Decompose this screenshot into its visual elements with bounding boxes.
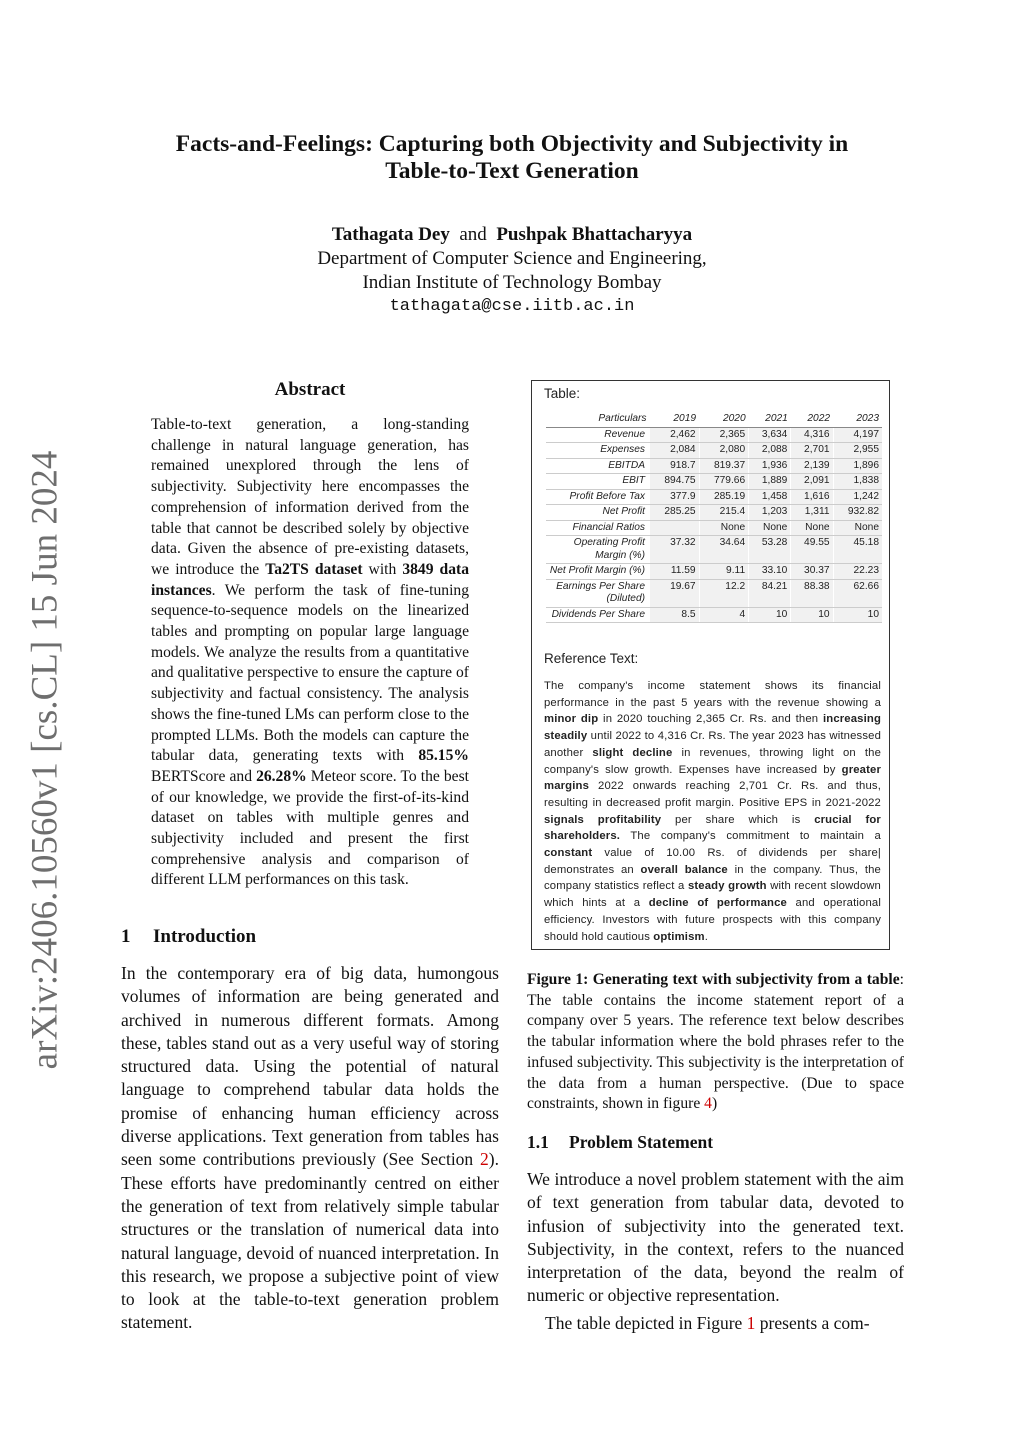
table-cell: 1,896 <box>833 458 882 474</box>
abstract-text: with <box>362 560 403 578</box>
abstract-text: BERTScore and <box>151 767 257 785</box>
abstract-bold-bertscore: 85.15% <box>418 747 469 765</box>
table-row <box>546 520 882 536</box>
author-2: Pushpak Bhattacharyya <box>496 224 693 245</box>
table-row <box>546 474 882 490</box>
table-cell: 1,458 <box>749 489 791 505</box>
table-cell: 2,088 <box>749 443 791 459</box>
table-header-year: 2022 <box>791 412 833 427</box>
problem-paragraph-1: We introduce a novel problem statement with the aim of text generation from tabular data, devoted to infusion of subjectivity into the generated text. Subjectivity, in the context, refers to the nuanced interpretation of the data, beyond the realm of numeric or objective representation. <box>527 1169 904 1306</box>
table-cell: 88.38 <box>791 579 833 607</box>
affiliation-line-1: Department of Computer Science and Engineering, <box>317 248 707 269</box>
table-cell: 37.32 <box>650 536 700 564</box>
table-cell: None <box>749 520 791 536</box>
table-header-row <box>546 412 882 427</box>
subjective-phrase: optimism <box>653 930 705 943</box>
table-cell: 53.28 <box>749 536 791 564</box>
table-cell: 1,889 <box>749 474 791 490</box>
introduction-body <box>121 962 499 1335</box>
table-cell: 1,616 <box>791 489 833 505</box>
table-header-particulars: Particulars <box>546 412 650 427</box>
reference-text-segment: per share which is <box>661 813 815 826</box>
table-row <box>546 564 882 580</box>
table-row-label: Earnings Per Share (Diluted) <box>546 579 650 607</box>
table-cell: 779.66 <box>699 474 749 490</box>
subjective-phrase: greater margins <box>544 763 881 793</box>
table-row <box>546 505 882 521</box>
table-header-year: 2019 <box>650 412 700 427</box>
income-statement-table <box>546 412 882 623</box>
reference-text-segment: value of 10.00 Rs. of dividends per share| demonstrates an <box>544 847 881 876</box>
table-cell: 3,634 <box>749 427 791 443</box>
table-cell: 285.25 <box>650 505 700 521</box>
table-cell: 1,936 <box>749 458 791 474</box>
table-cell: 22.23 <box>833 564 882 580</box>
intro-text: In the contemporary era of big data, humongous volumes of information are being generated and archived in numerous different formats. Among these, tables stand out as a very useful way of storing structured data. Using the potential of natural language to comprehend tabular data holds the promise of enhancing human efficiency across diverse applications. Text generation from tables has seen some contributions previously (See Section <box>121 963 499 1170</box>
section-heading-introduction <box>121 926 256 948</box>
reference-text-segment: in 2020 touching 2,365 Cr. Rs. and then <box>598 713 823 726</box>
subjective-phrase: signals profitability <box>544 813 662 826</box>
caption-label: Figure 1: Generating text with subjectivity from a table <box>527 971 900 988</box>
problem-paragraph-2 <box>527 1312 904 1335</box>
affiliation-line-2: Indian Institute of Technology Bombay <box>362 272 662 293</box>
reference-text-segment: with recent slowdown which hints at a <box>544 880 881 910</box>
subjective-phrase: minor dip <box>544 713 599 726</box>
reference-text-segment: The company's income statement shows its financial performance in the past 5 years with the revenue showing a <box>544 680 881 709</box>
table-cell: 819.37 <box>699 458 749 474</box>
table-cell: 2,955 <box>833 443 882 459</box>
table-cell: 49.55 <box>791 536 833 564</box>
arxiv-stamp <box>22 450 68 1070</box>
table-cell: None <box>833 520 882 536</box>
abstract-bold-dataset: Ta2TS dataset <box>265 560 363 578</box>
subjective-phrase: slight decline <box>592 746 673 759</box>
reference-text <box>544 678 881 945</box>
subjective-phrase: decline of performance <box>648 897 787 910</box>
abstract-text: Table-to-text generation, a long-standing challenge in natural language generation, has remained unexplored through the lens of subjectivity. Subjectivity here encompasses the comprehension of information derived from the table that cannot be described solely by objective data. Given the absence of pre-existing datasets, we introduce the <box>151 416 469 578</box>
problem-text: presents a com- <box>755 1312 870 1333</box>
table-cell: 19.67 <box>650 579 700 607</box>
subjective-phrase: constant <box>544 847 593 860</box>
table-row-label: EBIT <box>546 474 650 490</box>
reference-text-segment: and operational efficiency. Investors with future prospects with this company should hold cautious <box>544 897 881 943</box>
subjective-phrase: overall balance <box>640 863 728 876</box>
table-cell: 62.66 <box>833 579 882 607</box>
author-block <box>120 223 904 319</box>
paper-title <box>120 131 904 185</box>
table-cell: None <box>791 520 833 536</box>
author-1: Tathagata Dey <box>331 224 450 245</box>
table-cell: 2,365 <box>699 427 749 443</box>
table-cell: 34.64 <box>699 536 749 564</box>
author-email[interactable]: tathagata@cse.iitb.ac.in <box>389 297 635 316</box>
figure-ref-link[interactable]: 4 <box>704 1095 712 1113</box>
table-cell <box>650 520 700 536</box>
table-header-year: 2023 <box>833 412 882 427</box>
table-cell: 2,084 <box>650 443 700 459</box>
figure-caption <box>527 970 904 1115</box>
table-row <box>546 489 882 505</box>
table-cell: 2,462 <box>650 427 700 443</box>
table-row <box>546 607 882 623</box>
table-cell: 932.82 <box>833 505 882 521</box>
table-cell: 33.10 <box>749 564 791 580</box>
table-row-label: Profit Before Tax <box>546 489 650 505</box>
table-cell: 8.5 <box>650 607 700 623</box>
table-cell: 285.19 <box>699 489 749 505</box>
figure-reference-label: Reference Text: <box>544 651 639 666</box>
problem-text: The table depicted in Figure <box>545 1312 747 1333</box>
table-row <box>546 427 882 443</box>
abstract-text: Meteor score. To the best of our knowledge, we provide the first-of-its-kind dataset on tables with multiple genres and subjectivity included and present the first comprehensive analysis and comparison of different LLM performances on this task. <box>151 767 469 889</box>
reference-text-segment: The company's commitment to maintain a <box>620 830 881 843</box>
table-row <box>546 458 882 474</box>
table-row-label: EBITDA <box>546 458 650 474</box>
section-number: 1 <box>121 926 131 947</box>
subjective-phrase: crucial for shareholders. <box>544 813 881 843</box>
section-number: 1.1 <box>527 1132 549 1152</box>
table-cell: 12.2 <box>699 579 749 607</box>
table-cell: None <box>699 520 749 536</box>
abstract-bold-meteor: 26.28% <box>256 767 307 785</box>
table-cell: 1,311 <box>791 505 833 521</box>
figure-ref-link[interactable]: 1 <box>746 1312 756 1333</box>
table-body <box>546 427 882 623</box>
table-cell: 30.37 <box>791 564 833 580</box>
table-row-label: Financial Ratios <box>546 520 650 536</box>
table-cell: 10 <box>833 607 882 623</box>
table-cell: 4,197 <box>833 427 882 443</box>
table-cell: 10 <box>791 607 833 623</box>
section-title: Problem Statement <box>569 1132 714 1152</box>
table-cell: 918.7 <box>650 458 700 474</box>
section-title: Introduction <box>153 926 257 947</box>
title-line-2: Table-to-Text Generation <box>385 158 639 184</box>
reference-text-segment: . <box>704 930 709 943</box>
table-cell: 4,316 <box>791 427 833 443</box>
reference-text-segment: in the company. Thus, the company statistics reflect a <box>544 863 881 893</box>
reference-text-segment: in revenues, throwing light on the company's slow growth. Expenses have increased by <box>544 746 881 776</box>
reference-text-segment: until 2022 to 4,316 Cr. Rs. The year 2023 has witnessed another <box>544 730 881 759</box>
abstract-heading: Abstract <box>274 379 346 400</box>
table-cell: 2,701 <box>791 443 833 459</box>
table-cell: 2,091 <box>791 474 833 490</box>
intro-text: ). These efforts have predominantly centred on either the generation of text from relatively simple tabular structures or the translation of numerical data into natural language, devoid of nuanced interpretation. In this research, we propose a subjective point of view to look at the table-to-text generation problem statement. <box>121 1149 499 1333</box>
subjective-phrase: steady growth <box>687 880 767 893</box>
table-cell: 1,203 <box>749 505 791 521</box>
table-cell: 45.18 <box>833 536 882 564</box>
table-header-year: 2021 <box>749 412 791 427</box>
table-cell: 1,838 <box>833 474 882 490</box>
table-cell: 1,242 <box>833 489 882 505</box>
title-line-1: Facts-and-Feelings: Capturing both Objectivity and Subjectivity in <box>175 131 849 157</box>
arxiv-stamp-text: arXiv:2406.10560v1 [cs.CL] 15 Jun 2024 <box>24 450 66 1070</box>
abstract-bold-instances: 3849 data instances <box>151 560 469 599</box>
section-heading-problem-statement <box>527 1132 713 1153</box>
table-row-label: Revenue <box>546 427 650 443</box>
table-cell: 2,080 <box>699 443 749 459</box>
abstract-body <box>151 415 469 891</box>
table-cell: 10 <box>749 607 791 623</box>
table-row-label: Net Profit Margin (%) <box>546 564 650 580</box>
table-row-label: Net Profit <box>546 505 650 521</box>
table-row <box>546 443 882 459</box>
author-conjunction: and <box>459 224 487 245</box>
subjective-phrase: increasing steadily <box>544 713 881 743</box>
table-cell: 11.59 <box>650 564 700 580</box>
table-cell: 4 <box>699 607 749 623</box>
figure-table-label: Table: <box>544 386 581 401</box>
caption-text: ) <box>711 1095 718 1113</box>
table-row-label: Operating Profit Margin (%) <box>546 536 650 564</box>
table-cell: 2,139 <box>791 458 833 474</box>
table-row-label: Expenses <box>546 443 650 459</box>
problem-statement-body <box>527 1168 904 1335</box>
reference-text-segment: 2022 onwards reaching 2,701 Cr. Rs. and thus, resulting in decreased profit margin. Positive EPS in 2021-2022 <box>544 780 881 809</box>
figure-1 <box>531 380 890 950</box>
table-header-year: 2020 <box>699 412 749 427</box>
table-cell: 9.11 <box>699 564 749 580</box>
table-row-label: Dividends Per Share <box>546 607 650 623</box>
table-cell: 894.75 <box>650 474 700 490</box>
table-row <box>546 536 882 564</box>
section-ref-link[interactable]: 2 <box>480 1149 489 1170</box>
table-cell: 84.21 <box>749 579 791 607</box>
abstract-text: . We perform the task of fine-tuning sequence-to-sequence models on the linearized tables and prompting on popular large language models. We analyze the results from a quantitative and qualitative perspective to ensure the capture of subjectivity and factual consistency. The analysis shows the fine-tuned LMs can perform close to the prompted LLMs. Both the models can capture the tabular data, generating texts with <box>151 581 469 765</box>
table-row <box>546 579 882 607</box>
caption-text: : The table contains the income statement report of a company over 5 years. The reference text below describes the tabular information where the bold phrases refer to the infused subjectivity. This subjectivity is the interpretation of the data from a human perspective. (Due to space constraints, shown in figure <box>527 971 904 1113</box>
table-cell: 377.9 <box>650 489 700 505</box>
table-cell: 215.4 <box>699 505 749 521</box>
